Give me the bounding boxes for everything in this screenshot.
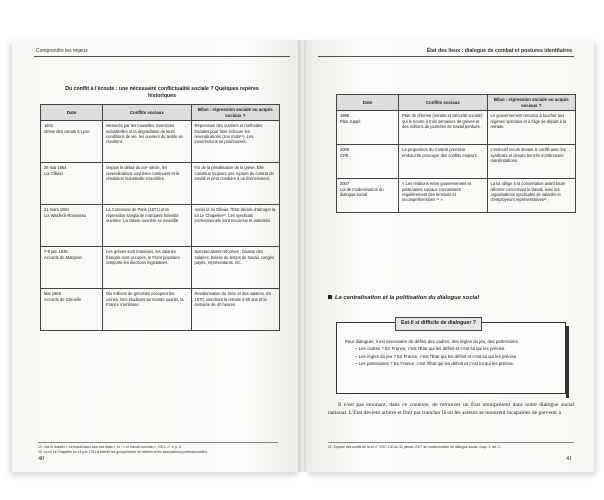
row-result: Spectaculaires réformes : hausse des salaires, baisse du temps de travail, congés payés, représentants, etc. — [191, 247, 279, 289]
row-result: Après la loi Ollivier, l'État décide d'abroger la loi Le Chapelier²⁰. Les syndicats professionnels sont reconnus et autorisés. — [191, 205, 279, 247]
table-row — [41, 289, 280, 331]
right-footnotes — [328, 442, 574, 450]
right-page-number: 41 — [566, 456, 572, 462]
left-history-table — [40, 104, 280, 331]
row-conflict: Les grèves sont massives, les salariés français sont occupés, le Front populaire remporte les élections législatives. — [103, 247, 191, 289]
table-row — [41, 247, 280, 289]
row-conflict: La Commune de Paris (1871) et la répression sanglante marquent l'identité ouvrière. La classe ouvrière se massifie. — [103, 205, 191, 247]
row-conflict: La proposition du Contrat première embauche provoque des conflits majeurs. — [399, 145, 487, 179]
row-date-cell — [41, 247, 103, 289]
box-title: Est-il si difficile de dialoguer ? — [395, 317, 482, 331]
open-book — [12, 40, 594, 472]
left-running-head: Comprendre les enjeux — [36, 48, 88, 54]
row-date: Mai 1968 — [44, 291, 61, 297]
left-header-rule — [34, 56, 290, 57]
row-result: Répression des ouvriers et méthodes brutales pour faire échouer les revendications (zoo mots¹⁹). Les insurrections se poursuivent. — [191, 121, 279, 163]
column-header-date: Date — [41, 105, 103, 121]
box-line: – Les cadres ? En France, c'est l'État qui les définit et c'est lui qui les précise. — [355, 346, 506, 352]
dialogue-box — [336, 322, 566, 394]
row-result: L'exécutif recule devant le conflit avec les syndicats et devant les très nombreuses manifestations. — [487, 145, 575, 179]
column-header-result: Bilan : répression sociale ou acquis sociaux ? — [487, 95, 575, 111]
row-conflict: Menacés par les nouvelles inventions industrielles et la dégradation de leurs conditions de vie, les ouvriers du textile se révoltent. — [103, 121, 191, 163]
row-date: 2007 — [340, 181, 350, 187]
box-intro: Pour dialoguer, il est nécessaire de définir des cadres, des règles du jeu, des partenaires. — [345, 339, 520, 344]
row-date-cell — [41, 163, 103, 205]
row-date: 2006 — [340, 147, 350, 153]
column-header-conflicts: Conflits sociaux — [103, 105, 191, 121]
row-date-cell — [337, 111, 399, 145]
row-result: Fin de la pénalisation de la grève. Elle constitue toujours une rupture du contrat de travail et peut conduire à un licenciement. — [191, 163, 279, 205]
section-heading — [328, 295, 479, 301]
row-place: Grève des canuts à Lyon — [44, 128, 90, 134]
box-line: – Les partenaires ? En France, c'est l'État qui les définit et c'est lui qui les précise. — [355, 361, 515, 367]
row-place: Loi de modernisation du dialogue social — [340, 186, 384, 198]
table-row — [41, 163, 280, 205]
table-header-row — [337, 95, 576, 111]
row-conflict: Dix millions de grévistes occupent les usines. Des étudiants au monde ouvrier, la France s'embrase. — [103, 289, 191, 331]
right-history-table — [336, 94, 576, 213]
column-header-result: Bilan : répression sociale ou acquis sociaux ? — [191, 105, 279, 121]
row-result: Le gouvernement renonce à toucher aux régimes spéciaux et à l'âge de départ à la retraite. — [487, 111, 575, 145]
row-date-cell — [337, 145, 399, 179]
row-conflict: « Les relations entre gouvernement et partenaires sociaux connaissent régulièrement des tensions et incompréhensions ²¹ ». — [399, 179, 487, 213]
row-date: 21 mars 1884 — [44, 207, 70, 213]
row-date: 1995 — [340, 113, 350, 119]
footnote: 21. Exposé des motifs de la loi n° 2007-130 du 31 janvier 2007 de modernisation du dialogue social, chap. 1, art. 1. — [328, 445, 501, 449]
row-place: Accords de Matignon — [44, 254, 83, 260]
right-running-head: État des lieux : dialogue de combat et postures identitaires — [426, 48, 572, 54]
left-footnotes — [38, 442, 278, 454]
right-header-rule — [318, 56, 574, 57]
column-header-conflicts: Conflits sociaux — [399, 95, 487, 111]
table-row — [41, 121, 280, 163]
right-page — [306, 40, 594, 472]
body-paragraph: Il n'est pas étonnant, dans ce contexte, de retrouver un État omniprésent dans notre dialogue social national. L'État devient arbitre et finit par trancher là où les acteurs se montrent incapables de parvenir à — [328, 402, 574, 416]
square-bullet-icon — [328, 295, 332, 299]
row-date-cell — [41, 121, 103, 163]
row-conflict: Depuis le début du xixᵉ siècle, les revendications ouvrières continuent et la révolution industrielle s'accélère. — [103, 163, 191, 205]
box-shadow-bar — [566, 326, 569, 398]
row-place: Plan Juppé — [340, 118, 361, 124]
row-result: Revalorisation du Smic et des salaires. En 1970, viendront la retraite à 60 ans et la semaine de 40 heures. — [191, 289, 279, 331]
row-place: Loi Waldeck-Rousseau — [44, 212, 86, 218]
table-row — [337, 145, 576, 179]
row-date-cell — [41, 205, 103, 247]
box-line: – Les règles du jeu ? En France, c'est l'État qui les définit et c'est lui qui les précise. — [355, 353, 518, 359]
row-date: 25 mai 1864 — [44, 165, 67, 171]
table-header-row — [41, 105, 280, 121]
row-place: Accords de Grenelle — [44, 296, 82, 302]
row-date-cell — [337, 179, 399, 213]
left-page-number: 40 — [38, 456, 44, 462]
row-place: Loi Ollivier — [44, 170, 64, 176]
row-date-cell — [41, 289, 103, 331]
section-heading-text: La centralisation et la politisation du dialogue social — [335, 295, 479, 301]
table-row — [337, 111, 576, 145]
footnote: 20. La loi Le Chapelier du 14 juin 1791 a interdit les groupements de métiers et les associations professionnelles. — [38, 449, 208, 454]
row-place: CPE — [340, 152, 349, 158]
column-header-date: Date — [337, 95, 399, 111]
row-date: 7-8 juin 1936 — [44, 249, 68, 255]
row-conflict: Plan de réforme (retraite et Sécurité sociale) qui le heurte à trois semaines de grèves et des millions de journées de travail perdues. — [399, 111, 487, 145]
left-table-title: Du conflit à l'écoute : une nécessaire conflictualité sociale ? Quelques repères historiques — [65, 86, 259, 99]
table-row — [337, 179, 576, 213]
row-date: 1831 — [44, 123, 54, 129]
table-row — [41, 205, 280, 247]
left-page — [12, 40, 300, 472]
row-result: La loi oblige à la concertation avant toute réforme concernant le travail, avec les organisations syndicales de salariés et d'employeurs représentatives²¹. — [487, 179, 575, 213]
footnote: 19. Voir le dossier « Le travail dans tous ses états », in : « Le travail nouveau », 2014, n° 4, p. 5. — [38, 445, 183, 449]
